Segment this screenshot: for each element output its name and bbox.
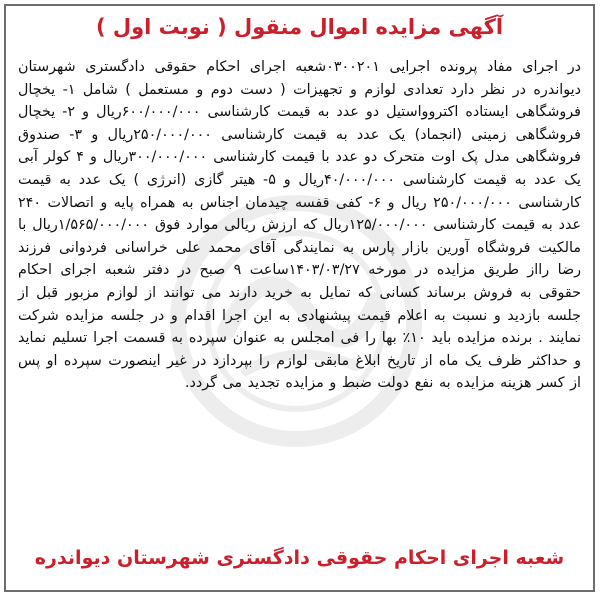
notice-body: در اجرای مفاد پرونده اجرایی ۰۳۰۰۲۰۱شعبه اجرای احکام حقوقی دادگستری شهرستان دیواندره در نظر دارد تعدادی لوازم و تجهیزات ( دست دوم و مستعمل ) شامل ۱- یخچال فروشگاهی ایستاده اکتروواستیل دو عدد به قیمت کارشناسی ۶۰۰/۰۰۰/۰۰۰ریال و ۲- یخچال فروشگاهی زمینی (انجماد) یک عدد به قیمت کارشناسی ۲۵۰/۰۰۰/۰۰۰ریال و ۳- صندوق فروشگاهی مدل پک اوت متحرک دو عدد با قیمت کارشناسی ۳۰۰/۰۰۰/۰۰۰ریال و ۴ کولر آبی یک عدد به قیمت کارشناسی ۴۰/۰۰۰/۰۰۰ریال و ۵- هیتر گازی (انرژی ) یک عدد به قیمت کارشناسی ۲۵۰/۰۰۰/۰۰۰ ریال و ۶- کفی قفسه چیدمان اجناس به همراه پایه و اتصالات ۲۴۰ عدد به قیمت کارشناسی ۱۲۵/۰۰۰/۰۰۰ریال که ارزش ریالی موارد فوق ۱/۵۶۵/۰۰۰/۰۰۰ریال با مالکیت فروشگاه آورین بازار پارس به نمایندگی آقای محمد علی خراسانی فردوانی فرزند رضا رااز طریق مزایده در مورخه ۱۴۰۳/۰۳/۲۷ساعت ۹ صبح در دفتر شعبه اجرای احکام حقوقی به فروش برساند کسانی که تمایل به خرید دارند می توانند از لوازم مزبور قبل از جلسه بازدید و نسبت به اعلام قیمت پیشنهادی به این اجرا اقدام و در جلسه مزایده شرکت نمایند . برنده مزایده باید ۱۰٪ بها را فی امجلس به عنوان سپرده به قسمت اجرا تسلیم نماید و حداکثر ظرف یک ماه از تاریخ ابلاغ مابقی لوازم را بپردازد در غیر اینصورت سپرده او پس از کسر هزینه مزایده به نفع دولت ضبط و مزایده تجدید می گردد.	[18, 59, 582, 392]
issuing-authority: شعبه اجرای احکام حقوقی دادگستری شهرستان دیواندره	[34, 547, 565, 569]
notice-title: آگهی مزایده اموال منقول ( نوبت اول )	[95, 15, 504, 39]
notice-frame	[4, 4, 595, 592]
